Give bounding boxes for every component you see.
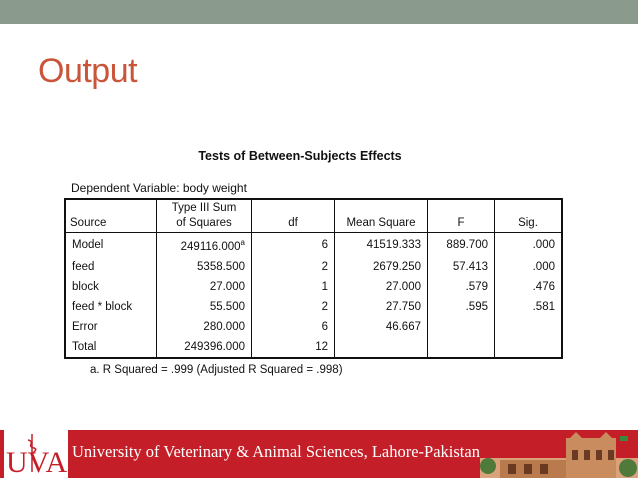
header-f: F [428, 199, 495, 233]
cell-df: 6 [252, 317, 335, 337]
cell-sig: .000 [495, 233, 563, 257]
cell-ms: 27.750 [335, 297, 428, 317]
cell-sig: .476 [495, 277, 563, 297]
table-row [65, 233, 562, 257]
table-row [65, 257, 562, 277]
anova-table [64, 198, 563, 359]
cell-sig: .000 [495, 257, 563, 277]
cell-df: 1 [252, 277, 335, 297]
header-mean-square: Mean Square [335, 199, 428, 233]
cell-source: block [72, 280, 99, 293]
table-row [65, 337, 562, 358]
cell-ss: 55.500 [157, 297, 252, 317]
cell-f: 57.413 [428, 257, 495, 277]
cell-df: 6 [252, 233, 335, 257]
header-sum-of-squares [157, 199, 252, 233]
cell-f: .579 [428, 277, 495, 297]
table-row [65, 317, 562, 337]
cell-sig [495, 317, 563, 337]
university-name: University of Veterinary & Animal Sciences, Lahore-Pakistan [72, 442, 480, 461]
cell-ss: 5358.500 [157, 257, 252, 277]
cell-sig: .581 [495, 297, 563, 317]
cell-ss [157, 233, 252, 257]
cell-ss: 280.000 [157, 317, 252, 337]
cell-source: Model [72, 238, 104, 251]
table-row [65, 297, 562, 317]
header-ss-line2: of Squares [176, 217, 232, 229]
cell-f: 889.700 [428, 233, 495, 257]
cell-ms [335, 337, 428, 358]
table-row [65, 277, 562, 297]
header-sig: Sig. [495, 199, 563, 233]
header-ss-line1: Type III Sum [171, 202, 237, 214]
cell-ms: 2679.250 [335, 257, 428, 277]
cell-source: feed [72, 260, 95, 273]
cell-ms: 27.000 [335, 277, 428, 297]
header-source: Source [70, 217, 107, 229]
cell-ss-value: 249116.000 [180, 240, 241, 253]
logo-letters: UVAS [6, 446, 84, 478]
cell-ss: 249396.000 [157, 337, 252, 358]
table-header-row [65, 199, 562, 233]
uvas-logo [4, 428, 84, 478]
cell-f [428, 317, 495, 337]
cell-ms: 41519.333 [335, 233, 428, 257]
top-bar [0, 0, 638, 24]
footnote-marker: a [240, 238, 245, 247]
table-footnote: a. R Squared = .999 (Adjusted R Squared = .998) [90, 364, 343, 376]
cell-source: Error [72, 320, 98, 333]
header-df: df [252, 199, 335, 233]
cell-f [428, 337, 495, 358]
building-image [480, 430, 638, 478]
cell-ss: 27.000 [157, 277, 252, 297]
cell-source: feed * block [72, 300, 133, 313]
cell-sig [495, 337, 563, 358]
table-title: Tests of Between-Subjects Effects [198, 149, 402, 163]
cell-df: 12 [252, 337, 335, 358]
cell-f: .595 [428, 297, 495, 317]
dependent-variable-label: Dependent Variable: body weight [71, 181, 247, 195]
cell-ms: 46.667 [335, 317, 428, 337]
slide-title: Output [38, 52, 138, 90]
cell-df: 2 [252, 297, 335, 317]
cell-df: 2 [252, 257, 335, 277]
cell-source: Total [72, 340, 97, 353]
